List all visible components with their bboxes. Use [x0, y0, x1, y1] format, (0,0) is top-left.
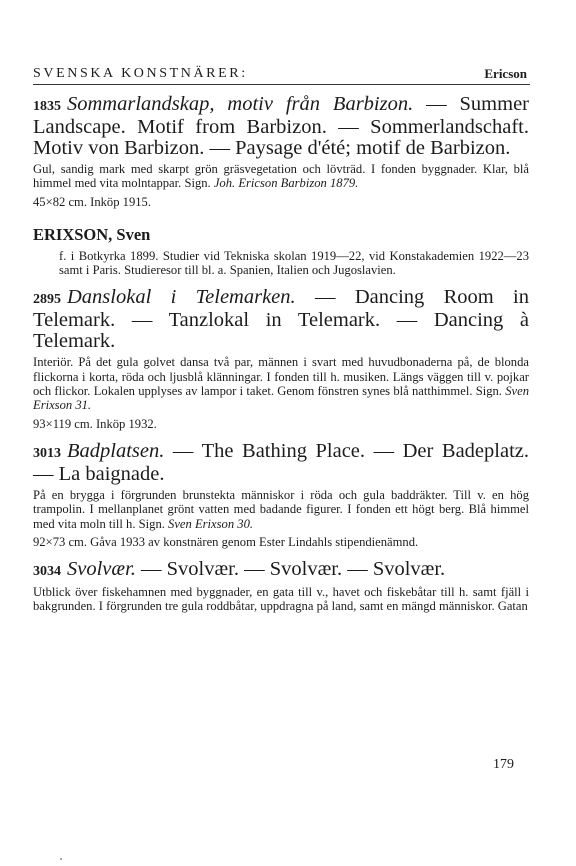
catalogue-entry — [33, 441, 529, 549]
entry-dimensions: 92×73 cm. Gåva 1933 av konstnären genom Ester Lindahls stipendienämnd. — [33, 534, 419, 549]
entry-description — [33, 585, 529, 614]
description-text: Utblick över fiskehamnen med byggnader, en gata till v., havet och fiskebåtar till h. samt fjäll i bakgrunden. I förgrunden tre gula roddbåtar, uppdragna på land, samt en mängd människor. Gatan — [33, 585, 529, 614]
entry-dimensions: 45×82 cm. Inköp 1915. — [33, 194, 151, 209]
catalogue-entry — [33, 287, 529, 430]
description-text: På en brygga i förgrunden brunstekta människor i röda och gula baddräkter. Till v. en hög trampolin. I mellanplanet grönt vatten med badande figurer. I fonden ett högt berg. Blå himmel med vita moln till h. Sign. — [33, 487, 529, 531]
catalogue-entry — [33, 559, 529, 614]
signature: Sven Erixson 30. — [168, 516, 254, 531]
entry-dimensions: 93×119 cm. Inköp 1932. — [33, 416, 157, 431]
catalogue-entry — [33, 94, 529, 209]
entry-description — [33, 488, 529, 531]
original-title: Danslokal i Telemarken. — [67, 286, 296, 309]
signature: Sven Erixson 31. — [33, 384, 529, 413]
entry-title — [33, 441, 529, 485]
entry-description — [33, 355, 529, 412]
catalogue-number: 2895 — [33, 292, 61, 308]
catalogue-number: 1835 — [33, 99, 61, 114]
entry-title — [33, 94, 529, 159]
entry-description — [33, 162, 529, 191]
entry-title — [33, 287, 529, 352]
translated-titles: — Summer Landscape. Motif from Barbizon. — Sommerlandschaft. Motiv von Barbizon. — Paysage d'été; motif de Barbizon. — [33, 93, 529, 159]
entry-title — [33, 559, 529, 582]
running-header-artist: Ericson — [484, 66, 527, 81]
original-title: Svolvær. — [67, 558, 136, 581]
page-number: 179 — [493, 757, 514, 772]
catalogue-number: 3013 — [33, 445, 61, 461]
running-header: SVENSKA KONSTNÄRER: — [33, 66, 248, 81]
catalogue-number: 3034 — [33, 564, 61, 580]
translated-titles: — The Bathing Place. — Der Badeplatz. — La baignade. — [33, 439, 529, 485]
artist-heading: ERIXSON, Sven — [33, 224, 151, 244]
signature: Joh. Ericson Barbizon 1879. — [213, 176, 359, 191]
translated-titles: — Svolvær. — Svolvær. — Svolvær. — [135, 558, 446, 581]
original-title: Sommarlandskap, motiv från Barbizon. — [67, 93, 414, 115]
translated-titles: — Dancing Room in Telemark. — Tanzlokal in Telemark. — Dancing à Telemark. — [33, 286, 529, 353]
header-rule — [33, 84, 530, 85]
artist-biography: f. i Botkyrka 1899. Studier vid Tekniska skolan 1919—22, vid Konstakademien 1922—23 samt i Paris. Studieresor till bl. a. Spanien, Italien och Jugoslavien. — [59, 248, 529, 278]
page-content — [33, 94, 529, 614]
paper-speck — [60, 858, 62, 860]
description-text: Gul, sandig mark med skarpt grön gräsvegetation och lövträd. I fonden byggnader. Klar, blå himmel med vita molntappar. Sign. — [33, 162, 529, 191]
description-text: Interiör. På det gula golvet dansa två par, männen i svart med huvudbonaderna på, de blonda flickorna i korta, röda och ljusblå klänningar. I fonden till h. musiken. Längs väggen till v. pojkar och flickor. Lokalen upplyses av lampor i taket. Genom fönstren synes blå natthimmel. Sign. — [33, 355, 529, 399]
original-title: Badplatsen. — [67, 439, 165, 462]
